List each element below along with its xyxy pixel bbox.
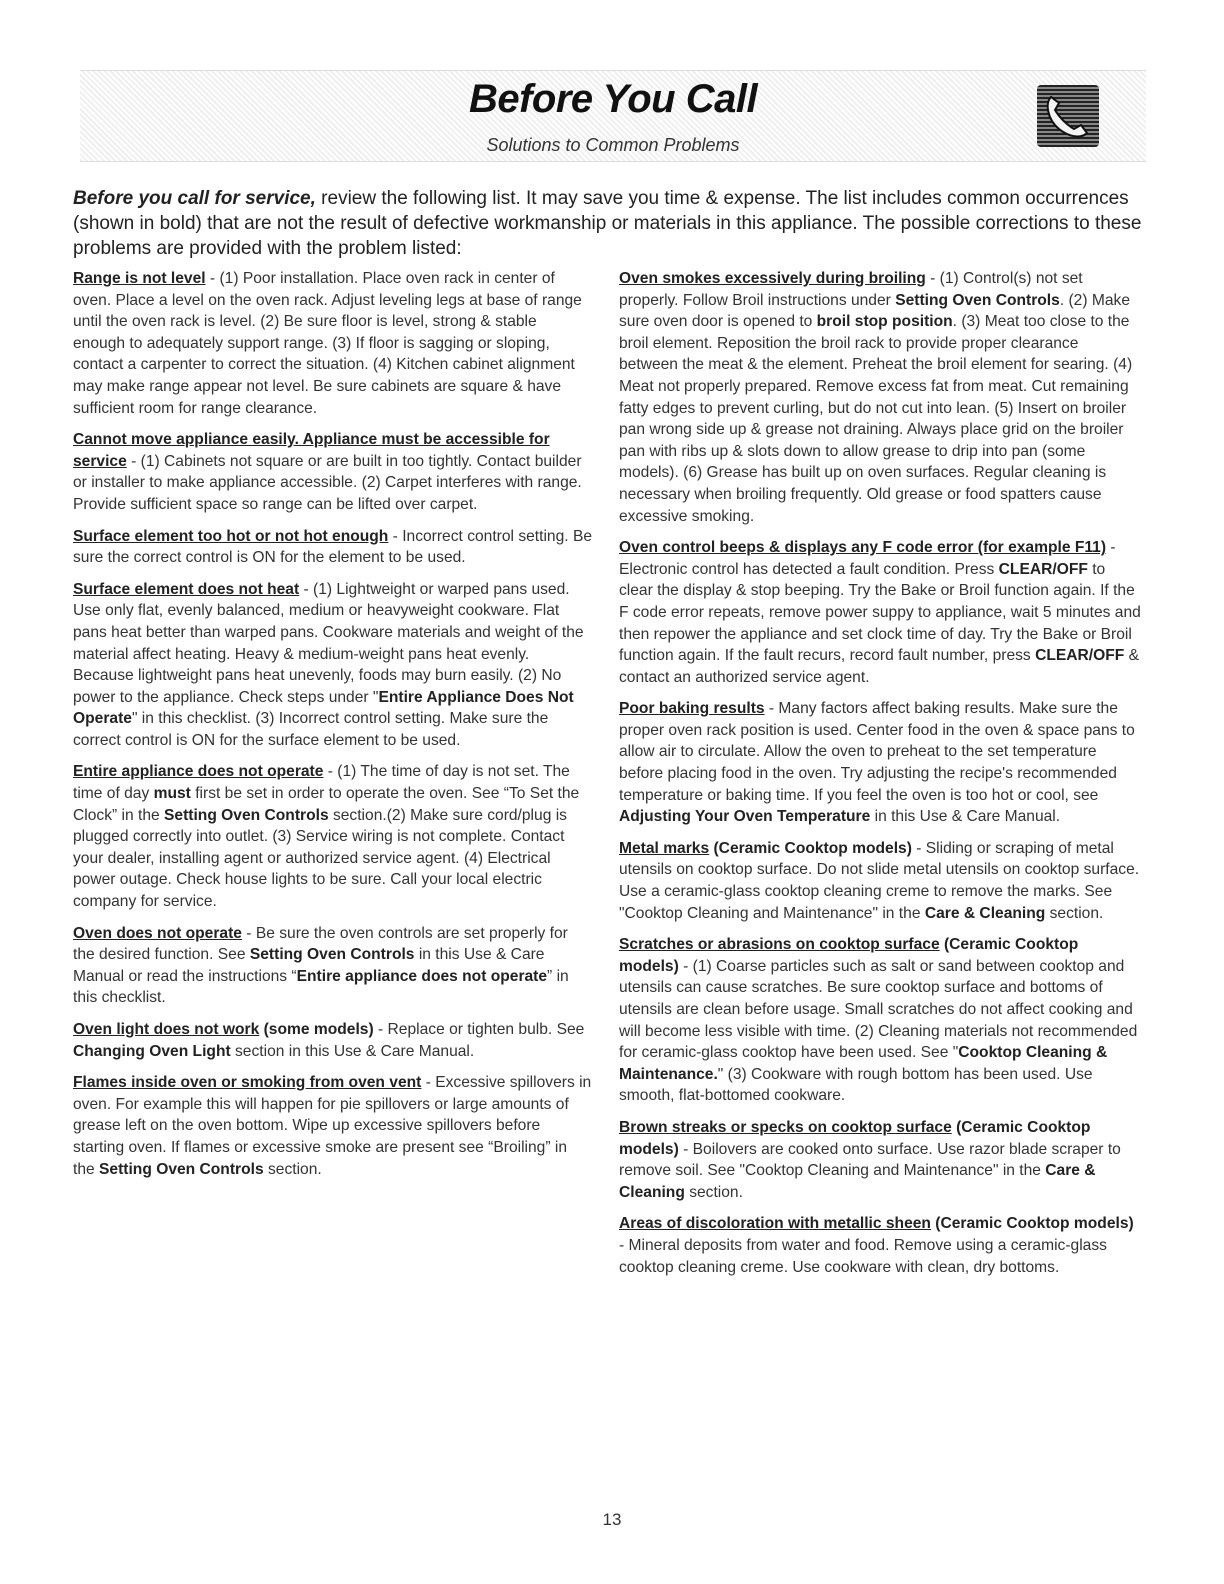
entry-text: - (1) Cabinets not square or are built in too tightly. Contact builder or installer to make appliance accessible. (2) Carpet interferes with range. Provide sufficient space so range can be lifted over carpet. [73, 452, 582, 513]
entry-text: ” in this checklist. [73, 967, 569, 1007]
entry-heading: Brown streaks or specks on cooktop surface [619, 1118, 952, 1136]
entry-bold: Entire Appliance Does Not Operate [73, 688, 574, 728]
entry-scratches [619, 934, 1141, 1107]
entry-bold: Changing Oven Light [73, 1042, 231, 1060]
entry-bold: Setting Oven Controls [895, 291, 1060, 309]
entry-text: first be set in order to operate the oven. See “To Set the Clock” in the [73, 785, 580, 824]
entry-text: in this Use & Care Manual or read the instructions “ [73, 946, 545, 985]
entry-bold: CLEAR/OFF [1035, 647, 1125, 665]
entry-brown-streaks [619, 1117, 1141, 1203]
entry-poor-baking [619, 698, 1141, 828]
page-number: 13 [602, 1510, 622, 1529]
entry-text: section.(2) Make sure cord/plug is plugged correctly into outlet. (3) Service wiring is not complete. Contact your dealer, installing agent or authorized service agent. (4) Electrical power outage. Check house lights to be sure. Call your local electric company for service. [73, 806, 567, 911]
entry-heading: Oven light does not work [73, 1021, 260, 1038]
entry-text: - Excessive spillovers in oven. For example this will happen for pie spillovers or large amounts of grease left on the oven bottom. Wipe up excessive spillovers before starting oven. If flames or excessive smoke are present see “Broiling” in the [73, 1074, 592, 1178]
entry-text: - Be sure the oven controls are set properly for the desired function. See [73, 924, 568, 964]
entry-bold: Setting Oven Controls [99, 1160, 264, 1178]
entry-bold: CLEAR/OFF [998, 560, 1088, 578]
entry-heading: Range is not level [73, 270, 206, 287]
entry-bold: (Ceramic Cooktop models) [619, 936, 1079, 975]
entry-text: in this Use & Care Manual. [870, 808, 1061, 826]
intro-lead: Before you call for service, [73, 188, 316, 209]
entry-text: - Incorrect control setting. Be sure the correct control is ON for the element to be used. [73, 527, 593, 567]
entry-bold: (Ceramic Cooktop models) [930, 1215, 1134, 1233]
entry-bold: (some models) [259, 1021, 374, 1038]
entry-text: - (1) Poor installation. Place oven rack in center of oven. Place a level on the oven rack. Adjust leveling legs at base of range until the oven rack is level. (2) Be sure floor is level, strong & stable enough to adequately support range. (3) If floor is sagging or sloping, contact a carpenter to correct the situation. (4) Kitchen cabinet alignment may make range appear not level. Be sure cabinets are square & have sufficient room for range clearance. [73, 270, 582, 417]
entry-heading: Poor baking results [619, 700, 765, 718]
entry-heading: Flames inside oven or smoking from oven vent [73, 1074, 422, 1092]
entry-smokes-broiling [619, 268, 1141, 527]
entry-flames [73, 1072, 593, 1180]
entry-text: section. [684, 1183, 743, 1201]
entry-oven-light [73, 1019, 593, 1062]
entry-heading: Oven does not operate [73, 924, 242, 942]
entry-control-beeps [619, 537, 1141, 688]
left-column [73, 268, 593, 1190]
entry-text: - (1) Lightweight or warped pans used. Use only flat, evenly balanced, medium or heavyweight cookware. Flat pans heat better than warped pans. Cookware materials and weight of the material affect heating. Heavy & medium-weight pans heat evenly. Because lightweight pans heat unevenly, foods may burn easily. (2) No power to the appliance. Check steps under " [73, 580, 584, 706]
entry-oven-not-operate [73, 923, 593, 1009]
entry-bold: must [153, 785, 191, 803]
entry-heading: Scratches or abrasions on cooktop surface [619, 936, 940, 954]
entry-text: section. [1045, 904, 1104, 922]
entry-bold: Setting Oven Controls [249, 946, 415, 964]
entry-bold: broil stop position [816, 313, 953, 331]
entry-element-too-hot [73, 526, 593, 569]
entry-text: & contact an authorized service agent. [619, 647, 1140, 686]
entry-text: - (1) The time of day is not set. The time of day [73, 763, 570, 803]
entry-bold: Care & Cleaning [924, 904, 1046, 922]
intro-text: review the following list. It may save you time & expense. The list includes common occurrences (shown in bold) that are not the result of defective workmanship or materials in this appliance. The possible corrections to these problems are provided with the problem listed: [73, 188, 1142, 259]
entry-heading: Entire appliance does not operate [73, 763, 324, 781]
entry-text: - Sliding or scraping of metal utensils on cooktop surface. Do not slide metal utensils on cooktop surface. Use a ceramic-glass cooktop cleaning creme to remove the marks. See "Cooktop Cleaning and Maintenance" in the [619, 839, 1140, 922]
entry-text: to clear the display & stop beeping. Try the Bake or Broil function again. If the F code error repeats, remove power suppy to appliance, wait 5 minutes and then repower the appliance and set clock time of day. Try the Bake or Broil function again. If the fault recurs, record fault number, press [619, 560, 1141, 665]
entry-text: - Electronic control has detected a fault condition. Press [619, 539, 1116, 578]
entry-text: - Mineral deposits from water and food. Remove using a ceramic-glass cooktop cleaning creme. Use cookware with clean, dry bottoms. [619, 1236, 1107, 1276]
entry-metallic-sheen [619, 1213, 1141, 1278]
entry-heading: Cannot move appliance easily. Appliance must be accessible for service [73, 431, 550, 470]
right-column [619, 268, 1141, 1288]
entry-bold: Adjusting Your Oven Temperature [619, 808, 871, 826]
entry-element-not-heat [73, 579, 593, 752]
entry-heading: Surface element does not heat [73, 580, 300, 598]
entry-heading: Areas of discoloration with metallic sheen [619, 1215, 931, 1233]
entry-text: - (1) Coarse particles such as salt or sand between cooktop and utensils can cause scratches. Be sure cooktop surface and bottoms of utensils are clean before usage. Small scratches do not affect cooking and will become less visible with time. (2) Cleaning materials not recommended for ceramic-glass cooktop have been used. See " [619, 957, 1138, 1062]
page-title: Before You Call [468, 77, 758, 121]
header-banner [80, 70, 1146, 162]
entry-text: - (1) Control(s) not set properly. Follow Broil instructions under [619, 270, 1083, 309]
intro-paragraph [73, 186, 1149, 261]
telephone-icon [1037, 85, 1099, 147]
entry-text: . (2) Make sure oven door is opened to [619, 291, 1130, 331]
entry-heading: Surface element too hot or not hot enough [73, 527, 389, 545]
entry-text: section in this Use & Care Manual. [230, 1042, 475, 1060]
entry-bold: (Ceramic Cooktop models) [619, 1118, 1091, 1158]
page-subtitle: Solutions to Common Problems [486, 135, 740, 155]
entry-heading: Metal marks [619, 839, 710, 857]
entry-cannot-move [73, 429, 593, 515]
entry-heading: Oven control beeps & displays any F code error (for example F11) [619, 539, 1107, 557]
entry-metal-marks [619, 838, 1141, 924]
entry-heading: Oven smokes excessively during broiling [619, 270, 926, 287]
entry-bold: Cooktop Cleaning & Maintenance. [619, 1044, 1108, 1083]
entry-text: - Replace or tighten bulb. See [373, 1021, 585, 1038]
entry-bold: (Ceramic Cooktop models) [709, 839, 912, 857]
entry-text: " in this checklist. (3) Incorrect control setting. Make sure the correct control is ON for the surface element to be used. [73, 710, 549, 749]
entry-bold: Entire appliance does not operate [296, 967, 548, 985]
entry-bold: Care & Cleaning [619, 1162, 1096, 1201]
entry-bold: Setting Oven Controls [164, 806, 329, 824]
entry-text: " (3) Cookware with rough bottom has been used. Use smooth, flat-bottomed cookware. [619, 1065, 1093, 1105]
entry-text: - Many factors affect baking results. Make sure the proper oven rack position is used. Center food in the oven & space pans to allow air to circulate. Allow the oven to preheat to the set temperature before placing food in the oven. Try adjusting the recipe's recommended temperature or baking time. If you feel the oven is too hot or cool, see [619, 700, 1135, 804]
entry-text: section. [263, 1160, 322, 1178]
entry-text: - Boilovers are cooked onto surface. Use razor blade scraper to remove soil. See "Cooktop Cleaning and Maintenance" in the [619, 1140, 1121, 1180]
entry-appliance-not-operate [73, 761, 593, 912]
entry-range-not-level [73, 268, 593, 419]
entry-text: . (3) Meat too close to the broil element. Reposition the broil rack to provide proper clearance between the meat & the element. Preheat the broil element for searing. (4) Meat not properly prepared. Remove excess fat from meat. Cut remaining fatty edges to prevent curling, but do not cut into lean. (5) Insert on broiler pan wrong side up & grease not draining. Always place grid on the broiler pan with ribs up & slots down to allow grease to drip into pan (some models). (6) Grease has built up on oven surfaces. Regular cleaning is necessary when broiling frequently. Old grease or food spatters cause excessive smoking. [619, 313, 1133, 525]
